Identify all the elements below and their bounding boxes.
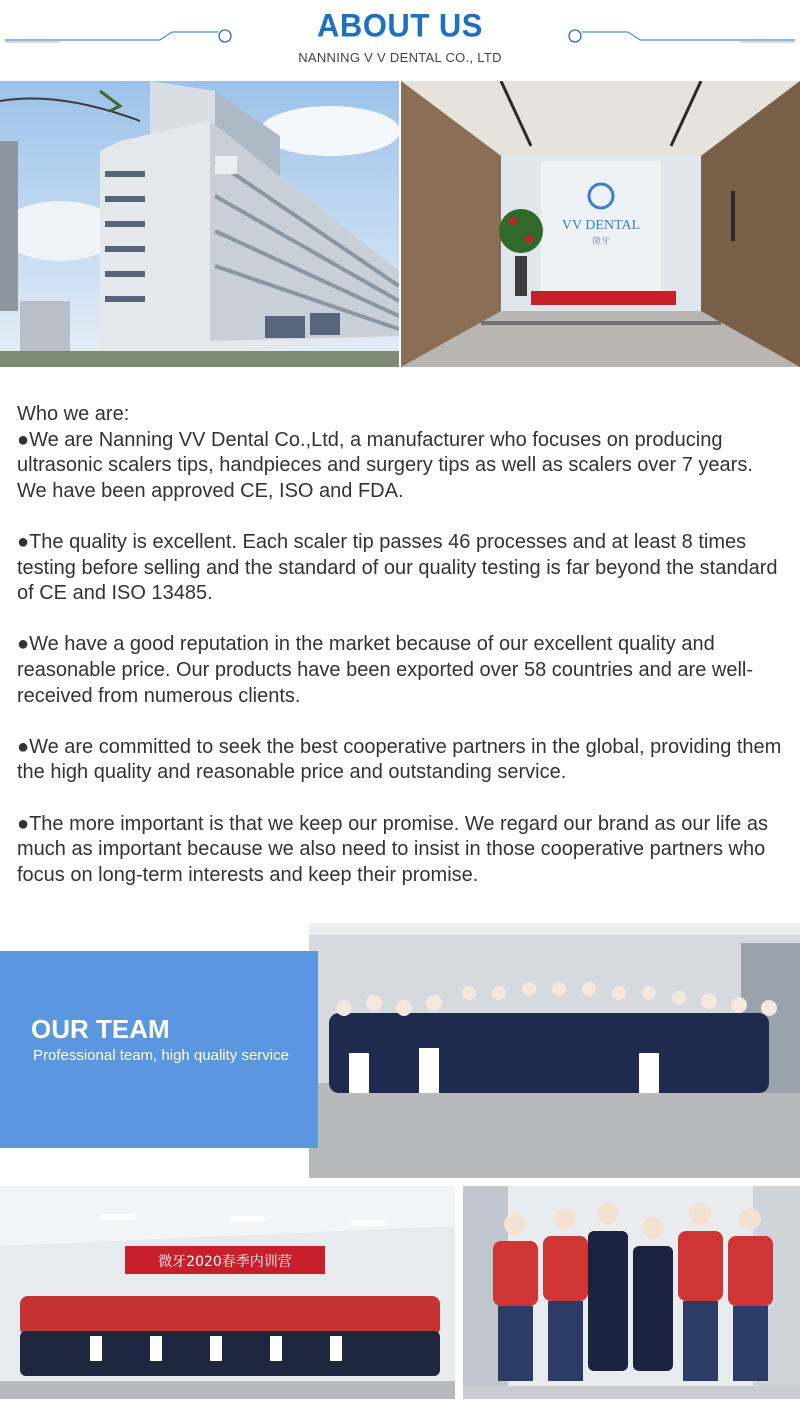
company-name: NANNING V V DENTAL CO., LTD	[298, 50, 502, 65]
page-title: ABOUT US	[317, 7, 483, 44]
our-team-subtitle: Professional team, high quality service	[33, 1047, 289, 1064]
who-we-are-heading: Who we are:	[17, 403, 130, 425]
about-paragraph: ●The quality is excellent. Each scaler tip passes 46 processes and at least 8 times testing before selling and the standard of our quality testing is far beyond the standard of CE and ISO 13485.	[17, 530, 778, 605]
about-paragraph: ●The more important is that we keep our promise. We regard our brand as our life as much as important because we also need to insist in those cooperative partners who focus on long-term interests and keep their promise.	[17, 812, 768, 886]
training-banner-text: 微牙2020春季内训营	[158, 1254, 292, 1270]
office-building-photo	[0, 81, 399, 367]
page-header	[0, 0, 800, 80]
about-paragraph: ●We have a good reputation in the market because of our excellent quality and reasonable price. Our products have been exported over 58 countries and are well-received from numerous clients.	[17, 633, 753, 707]
lobby-sign-text: VV DENTAL	[561, 218, 641, 233]
about-paragraph: ●We are Nanning VV Dental Co.,Ltd, a manufacturer who focuses on producing ultrasonic scalers tips, handpieces and surgery tips as well as scalers over 7 years. We have been approved CE, ISO and FDA.	[17, 428, 753, 502]
sales-team-photo	[463, 1186, 800, 1399]
lobby-sign-cn-text: 微牙	[591, 237, 611, 247]
staff-group-photo	[309, 923, 800, 1178]
about-paragraph: ●We are committed to seek the best cooperative partners in the global, providing them the high quality and reasonable price and outstanding service.	[17, 735, 782, 784]
who-we-are-section	[17, 402, 787, 914]
our-team-title: OUR TEAM	[31, 1014, 170, 1044]
training-camp-photo	[0, 1186, 455, 1399]
reception-lobby-photo	[401, 81, 800, 367]
